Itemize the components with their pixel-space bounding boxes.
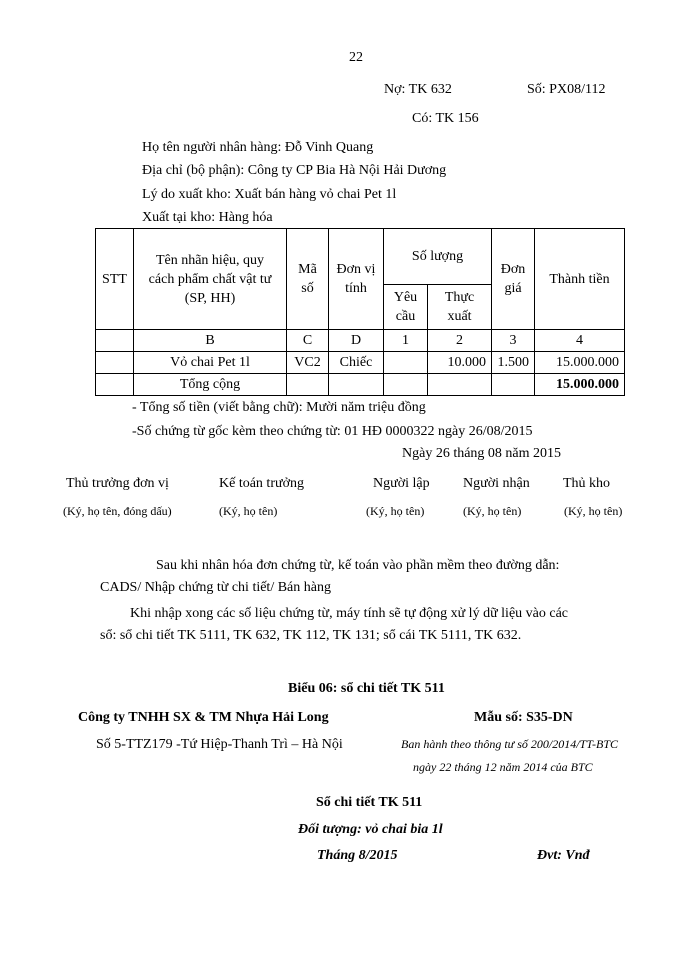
ledger-month: Tháng 8/2015 bbox=[317, 848, 398, 863]
row-unit-price: 1.500 bbox=[492, 352, 535, 374]
total-label: Tổng cộng bbox=[134, 374, 287, 396]
table-row bbox=[96, 352, 625, 374]
row-requested bbox=[384, 352, 428, 374]
company-name: Công ty TNHH SX & TM Nhựa Hải Long bbox=[78, 710, 329, 725]
code-cell: D bbox=[329, 330, 384, 352]
sig-title-preparer: Người lập bbox=[373, 476, 430, 491]
attached-documents: -Số chứng từ gốc kèm theo chứng từ: 01 HĐ 0000322 ngày 26/08/2015 bbox=[132, 424, 533, 439]
sig-title-storekeeper: Thủ kho bbox=[563, 476, 611, 491]
row-code: VC2 bbox=[287, 352, 329, 374]
header-unit: Đơn vị tính bbox=[329, 229, 384, 330]
company-address: Số 5-TTZ179 -Tứ Hiệp-Thanh Trì – Hà Nội bbox=[96, 737, 343, 752]
voucher-date: Ngày 26 tháng 08 năm 2015 bbox=[402, 446, 562, 461]
header-stt: STT bbox=[96, 229, 134, 330]
total-amount: 15.000.000 bbox=[535, 374, 625, 396]
sig-note-preparer: (Ký, họ tên) bbox=[366, 504, 425, 518]
code-cell: C bbox=[287, 330, 329, 352]
row-stt bbox=[96, 352, 134, 374]
ledger-title: Sổ chi tiết TK 511 bbox=[316, 795, 423, 810]
sig-note-receiver: (Ký, họ tên) bbox=[463, 504, 522, 518]
sig-title-head: Thủ trưởng đơn vị bbox=[66, 476, 169, 491]
header-quantity: Số lượng bbox=[384, 229, 492, 285]
sig-title-chief-accountant: Kế toán trưởng bbox=[219, 476, 304, 491]
sig-note-head: (Ký, họ tên, đóng dấu) bbox=[63, 504, 172, 518]
regulation-line-1: Ban hành theo thông tư số 200/2014/TT-BTC bbox=[401, 737, 619, 751]
warehouse: Xuất tại kho: Hàng hóa bbox=[142, 210, 273, 225]
row-item-name: Vỏ chai Pet 1l bbox=[134, 352, 287, 374]
receiver-address: Địa chỉ (bộ phận): Công ty CP Bia Hà Nội Hải Dương bbox=[142, 163, 447, 178]
header-unit-price: Đơn giá bbox=[492, 229, 535, 330]
paragraph-1-line-2: CADS/ Nhập chứng từ chi tiết/ Bán hàng bbox=[100, 580, 331, 595]
row-actual: 10.000 bbox=[428, 352, 492, 374]
amount-in-words: - Tổng số tiền (viết bằng chữ): Mười năm triệu đồng bbox=[132, 400, 426, 415]
paragraph-2-line-1: Khi nhập xong các số liệu chứng từ, máy tính sẽ tự động xử lý dữ liệu vào các bbox=[130, 606, 569, 621]
form-code: Mẫu số: S35-DN bbox=[474, 710, 573, 725]
credit-account: Có: TK 156 bbox=[412, 111, 479, 126]
export-voucher-table bbox=[95, 228, 625, 396]
sig-title-receiver: Người nhận bbox=[463, 476, 530, 491]
header-code: Mã số bbox=[287, 229, 329, 330]
ledger-unit: Đvt: Vnđ bbox=[537, 848, 590, 863]
header-actual: Thực xuất bbox=[428, 285, 492, 330]
paragraph-2-line-2: sổ: sổ chi tiết TK 5111, TK 632, TK 112, TK 131; sổ cái TK 5111, TK 632. bbox=[100, 628, 522, 643]
ledger-object: Đối tượng: vỏ chai bia 1l bbox=[298, 822, 443, 837]
header-requested: Yêu cầu bbox=[384, 285, 428, 330]
code-cell: 1 bbox=[384, 330, 428, 352]
row-unit: Chiếc bbox=[329, 352, 384, 374]
regulation-line-2: ngày 22 tháng 12 năm 2014 của BTC bbox=[413, 760, 593, 774]
page-number: 22 bbox=[349, 50, 363, 65]
paragraph-1-line-1: Sau khi nhân hóa đơn chứng từ, kế toán vào phần mềm theo đường dẫn: bbox=[156, 558, 560, 573]
form-title: Biểu 06: sổ chi tiết TK 511 bbox=[288, 681, 445, 696]
sig-note-chief-accountant: (Ký, họ tên) bbox=[219, 504, 278, 518]
header-item-name: Tên nhãn hiệu, quy cách phẩm chất vật tư (SP, HH) bbox=[134, 229, 287, 330]
total-empty bbox=[96, 374, 134, 396]
sig-note-storekeeper: (Ký, họ tên) bbox=[564, 504, 623, 518]
header-amount: Thành tiền bbox=[535, 229, 625, 330]
row-amount: 15.000.000 bbox=[535, 352, 625, 374]
debit-account: Nợ: TK 632 bbox=[384, 82, 452, 97]
receiver-name: Họ tên người nhân hàng: Đỗ Vinh Quang bbox=[142, 140, 374, 155]
code-cell: B bbox=[134, 330, 287, 352]
code-cell: 4 bbox=[535, 330, 625, 352]
code-cell bbox=[96, 330, 134, 352]
code-cell: 3 bbox=[492, 330, 535, 352]
voucher-number: Số: PX08/112 bbox=[527, 82, 606, 97]
code-cell: 2 bbox=[428, 330, 492, 352]
export-reason: Lý do xuất kho: Xuất bán hàng vỏ chai Pet 1l bbox=[142, 187, 397, 202]
